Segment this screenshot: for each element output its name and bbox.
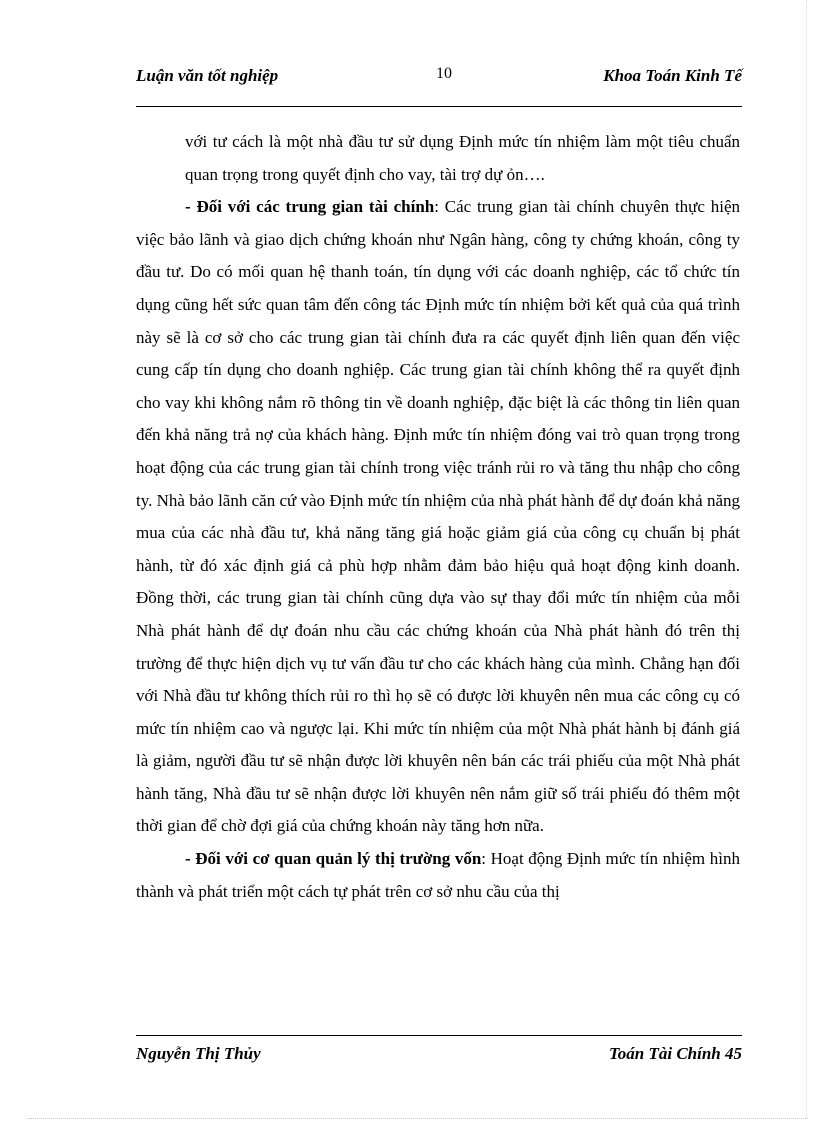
footer-author: Nguyễn Thị Thủy [136,1044,261,1063]
header-divider [136,106,742,107]
footer-divider [136,1035,742,1036]
paragraph-capital-market-regulator [136,843,740,908]
page-boundary-bottom [28,1118,808,1119]
page-number: 10 [436,65,452,82]
document-body [136,126,740,908]
paragraph-text: : Hoạt động Định mức tín nhiệm hình thành và phát triển một cách tự phát trên cơ sở nhu cầu của thị [136,849,740,901]
page-footer [136,1042,742,1068]
paragraph-lead-heading: - Đối với cơ quan quản lý thị trường vốn [185,849,482,869]
header-faculty: Khoa Toán Kinh Tế [603,66,742,85]
page-header [136,62,742,90]
paragraph-text: : Các trung gian tài chính chuyên thực hiện việc bảo lãnh và giao dịch chứng khoán như Ngân hàng, công ty chứng khoán, công ty đầu tư. Do có mối quan hệ thanh toán, tín dụng với các doanh nghiệp, các tổ chức tín dụng cũng hết sức quan tâm đến công tác Định mức tín nhiệm bởi kết quả của quá trình này sẽ là cơ sở cho các trung gian tài chính đưa ra các quyết định liên quan đến việc cung cấp tín dụng cho doanh nghiệp. Các trung gian tài chính không thể ra quyết định cho vay khi không nắm rõ thông tin về doanh nghiệp, đặc biệt là các thông tin liên quan đến khả năng trả nợ của khách hàng. Định mức tín nhiệm đóng vai trò quan trọng trong hoạt động của các trung gian tài chính trong việc tránh rủi ro và tăng thu nhập cho công ty. Nhà bảo lãnh căn cứ vào Định mức tín nhiệm của nhà phát hành để dự đoán khả năng mua của các nhà đầu tư, khả năng tăng giá hoặc giảm giá của công cụ chuẩn bị phát hành, từ đó xác định giá cả phù hợp nhằm đảm bảo hiệu quả hoạt động kinh doanh. Đồng thời, các trung gian tài chính cũng dựa vào sự thay đổi mức tín nhiệm của mỗi Nhà phát hành để dự đoán nhu cầu các chứng khoán của Nhà phát hành đó trên thị trường để thực hiện dịch vụ tư vấn đầu tư cho các khách hàng của mình. Chẳng hạn đối với Nhà đầu tư không thích rủi ro thì họ sẽ có được lời khuyên nên mua các công cụ có mức tín nhiệm cao và ngược lại. Khi mức tín nhiệm của một Nhà phát hành bị đánh giá là giảm, người đầu tư sẽ nhận được lời khuyên nên bán các trái phiếu của một Nhà phát hành tăng, Nhà đầu tư sẽ nhận được lời khuyên nên nắm giữ số trái phiếu đó thêm một thời gian để chờ đợi giá của chứng khoán này tăng hơn nữa. [136,197,740,836]
header-thesis-title: Luận văn tốt nghiệp [136,66,279,85]
paragraph-continuation: với tư cách là một nhà đầu tư sử dụng Định mức tín nhiệm làm một tiêu chuẩn quan trọng trong quyết định cho vay, tài trợ dự ỏn…. [185,132,740,184]
footer-class: Toán Tài Chính 45 [608,1044,742,1063]
paragraph-financial-intermediaries [136,191,740,843]
page-boundary-right [806,0,807,1118]
paragraph-lead-heading: - Đối với các trung gian tài chính [185,197,435,217]
